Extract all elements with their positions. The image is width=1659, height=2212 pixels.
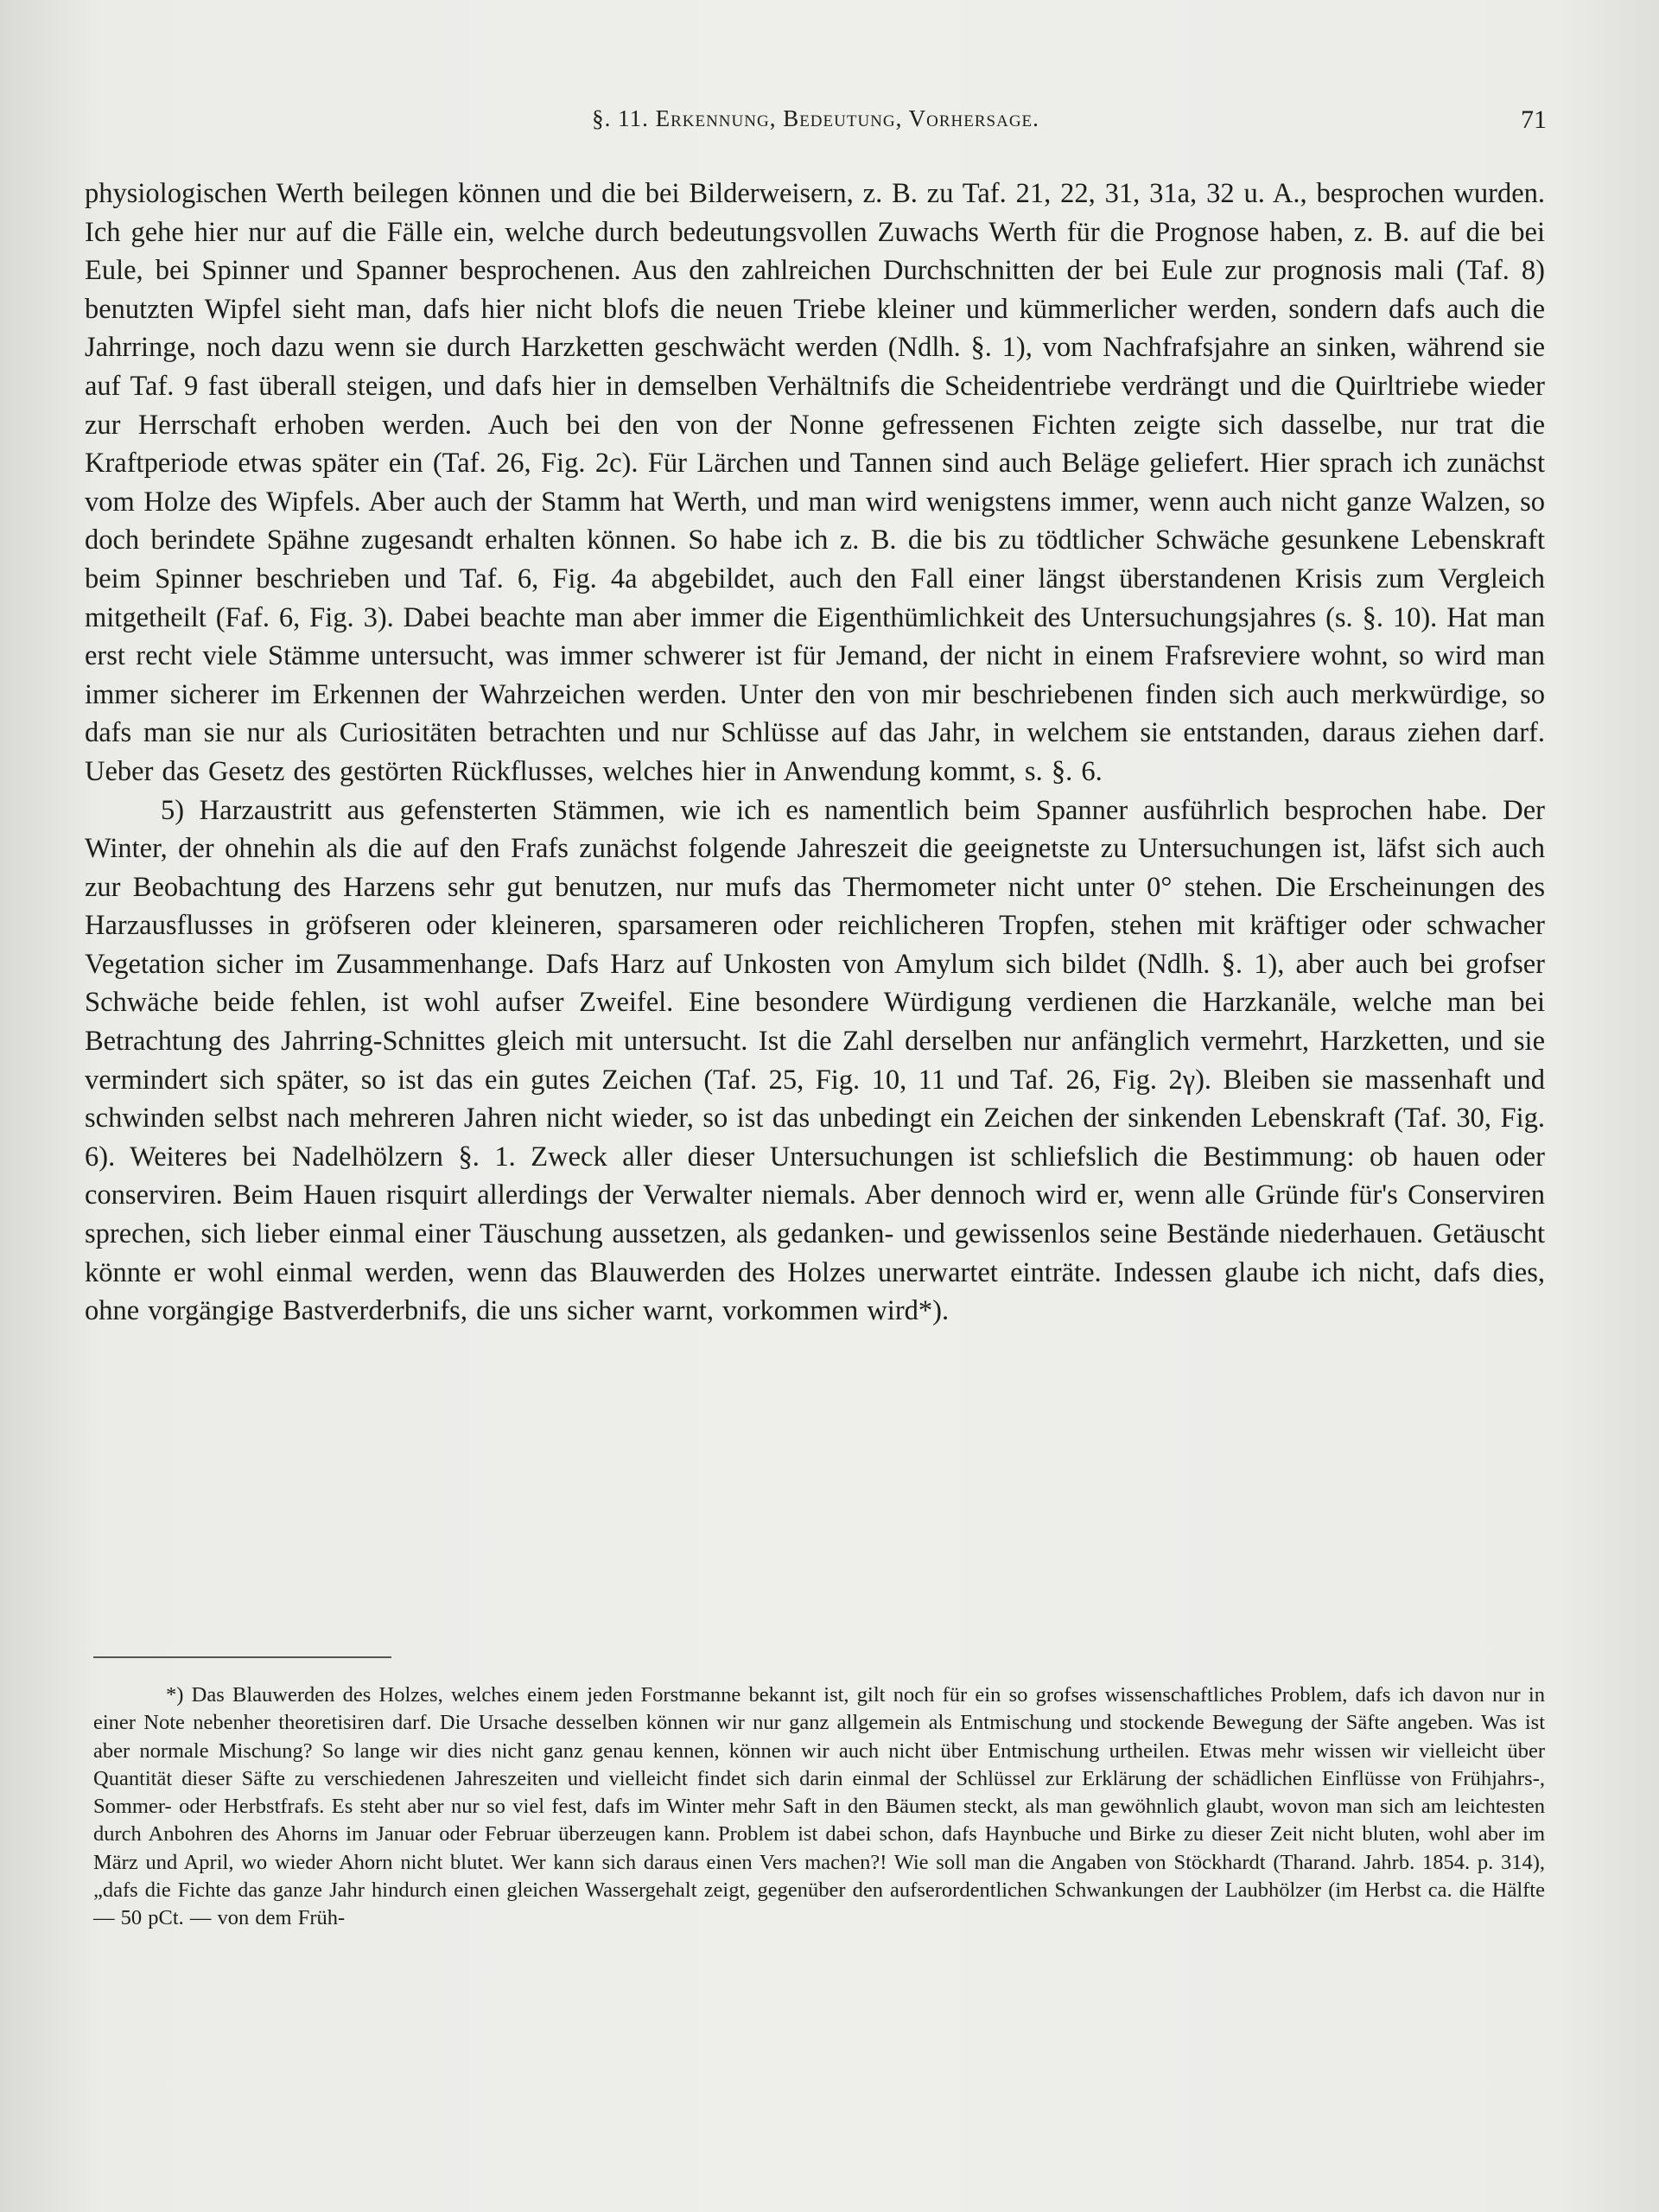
footnote: *) Das Blauwerden des Holzes, welches einem jeden Forstmanne bekannt ist, gilt noch für ein so grofses wissenschaftliches Problem, dafs ich davon nur in einer Note nebenher theoretisiren darf. Die Ursache desselben können wir nur ganz allgemein als Entmischung und stockende Bewegung der Säfte angeben. Was ist aber normale Mischung? So lange wir dies nicht ganz genau kennen, können wir auch nicht über Entmischung urtheilen. Etwas mehr wissen wir vielleicht über Quantität dieser Säfte zu verschiedenen Jahreszeiten und vielleicht findet sich darin einmal der Schlüssel zur Erklärung der schädlichen Einflüsse von Frühjahrs-, Sommer- oder Herbstfrafs. Es steht aber nur so viel fest, dafs im Winter mehr Saft in den Bäumen steckt, als man gewöhnlich glaubt, wovon man sich am leichtesten durch Anbohren des Ahorns im Januar oder Februar überzeugen kann. Problem ist dabei schon, dafs Haynbuche und Birke zu dieser Zeit nicht bluten, wohl aber im März und April, wo wieder Ahorn nicht blutet. Wer kann sich daraus einen Vers machen?! Wie soll man die Angaben von Stöckhardt (Tharand. Jahrb. 1854. p. 314), „dafs die Fichte das ganze Jahr hindurch einen gleichen Wassergehalt zeigt, gegenüber den aufserordentlichen Schwankungen der Laubhölzer (im Herbst ca. die Hälfte — 50 pCt. — von dem Früh-	[93, 1683, 1545, 1930]
footnote-divider	[93, 1656, 391, 1658]
page-header	[85, 105, 1547, 143]
main-text	[85, 175, 1545, 1331]
paragraph: physiologischen Werth beilegen können und die bei Bilderweisern, z. B. zu Taf. 21, 22, 31, 31a, 32 u. A., besprochen wurden. Ich gehe hier nur auf die Fälle ein, welche durch bedeutungsvollen Zuwachs Werth für die Prognose haben, z. B. auf die bei Eule, bei Spinner und Spanner besprochenen. Aus den zahlreichen Durchschnitten der bei Eule zur prognosis mali (Taf. 8) benutzten Wipfel sieht man, dafs hier nicht blofs die neuen Triebe kleiner und kümmerlicher werden, sondern dafs auch die Jahrringe, noch dazu wenn sie durch Harzketten geschwächt werden (Ndlh. §. 1), vom Nachfrafsjahre an sinken, während sie auf Taf. 9 fast überall steigen, und dafs hier in demselben Verhältnifs die Scheidentriebe verdrängt und die Quirltriebe wieder zur Herrschaft erhoben werden. Auch bei den von der Nonne gefressenen Fichten zeigte sich dasselbe, nur trat die Kraftperiode etwas später ein (Taf. 26, Fig. 2c). Für Lärchen und Tannen sind auch Beläge geliefert. Hier sprach ich zunächst vom Holze des Wipfels. Aber auch der Stamm hat Werth, und man wird wenigstens immer, wenn auch nicht ganze Walzen, so doch berindete Spähne zugesandt erhalten können. So habe ich z. B. die bis zu tödtlicher Schwäche gesunkene Lebenskraft beim Spinner beschrieben und Taf. 6, Fig. 4a abgebildet, auch den Fall einer längst überstandenen Krisis zum Vergleich mitgetheilt (Faf. 6, Fig. 3). Dabei beachte man aber immer die Eigenthümlichkeit des Untersuchungsjahres (s. §. 10). Hat man erst recht viele Stämme untersucht, was immer schwerer ist für Jemand, der nicht in einem Frafsreviere wohnt, so wird man immer sicherer im Erkennen der Wahrzeichen werden. Unter den von mir beschriebenen finden sich auch merkwürdige, so dafs man sie nur als Curiositäten betrachten und nur Schlüsse auf das Jahr, in welchem sie entstanden, daraus ziehen darf. Ueber das Gesetz des gestörten Rückflusses, welches hier in Anwendung kommt, s. §. 6.	[85, 178, 1545, 787]
running-head: §. 11. Erkennung, Bedeutung, Vorhersage.	[592, 105, 1039, 131]
paragraph: 5) Harzaustritt aus gefensterten Stämmen, wie ich es namentlich beim Spanner ausführlich besprochen habe. Der Winter, der ohnehin als die auf den Frafs zunächst folgende Jahreszeit die geeignetste zu Untersuchungen ist, läfst sich auch zur Beobachtung des Harzens sehr gut benutzen, nur mufs das Thermometer nicht unter 0° stehen. Die Erscheinungen des Harzausflusses in gröfseren oder kleineren, sparsameren oder reichlicheren Tropfen, stehen mit kräftiger oder schwacher Vegetation sicher im Zusammenhange. Dafs Harz auf Unkosten von Amylum sich bildet (Ndlh. §. 1), aber auch bei grofser Schwäche beide fehlen, ist wohl aufser Zweifel. Eine besondere Würdigung verdienen die Harzkanäle, welche man bei Betrachtung des Jahrring-Schnittes gleich mit untersucht. Ist die Zahl derselben nur anfänglich vermehrt, Harzketten, und sie vermindert sich später, so ist das ein gutes Zeichen (Taf. 25, Fig. 10, 11 und Taf. 26, Fig. 2γ). Bleiben sie massenhaft und schwinden selbst nach mehreren Jahren nicht wieder, so ist das unbedingt ein Zeichen der sinkenden Lebenskraft (Taf. 30, Fig. 6). Weiteres bei Nadelhölzern §. 1. Zweck aller dieser Untersuchungen ist schliefslich die Bestimmung: ob hauen oder conserviren. Beim Hauen risquirt allerdings der Verwalter niemals. Aber dennoch wird er, wenn alle Gründe für's Conserviren sprechen, sich lieber einmal einer Täuschung aussetzen, als gedanken- und gewissenlos seine Bestände niederhauen. Getäuscht könnte er wohl einmal werden, wenn das Blauwerden des Holzes unerwartet einträte. Indessen glaube ich nicht, dafs dies, ohne vorgängige Bastverderbnifs, die uns sicher warnt, vorkommen wird*).	[85, 794, 1545, 1327]
page-number: 71	[1521, 105, 1547, 134]
footnotes	[93, 1681, 1545, 1933]
